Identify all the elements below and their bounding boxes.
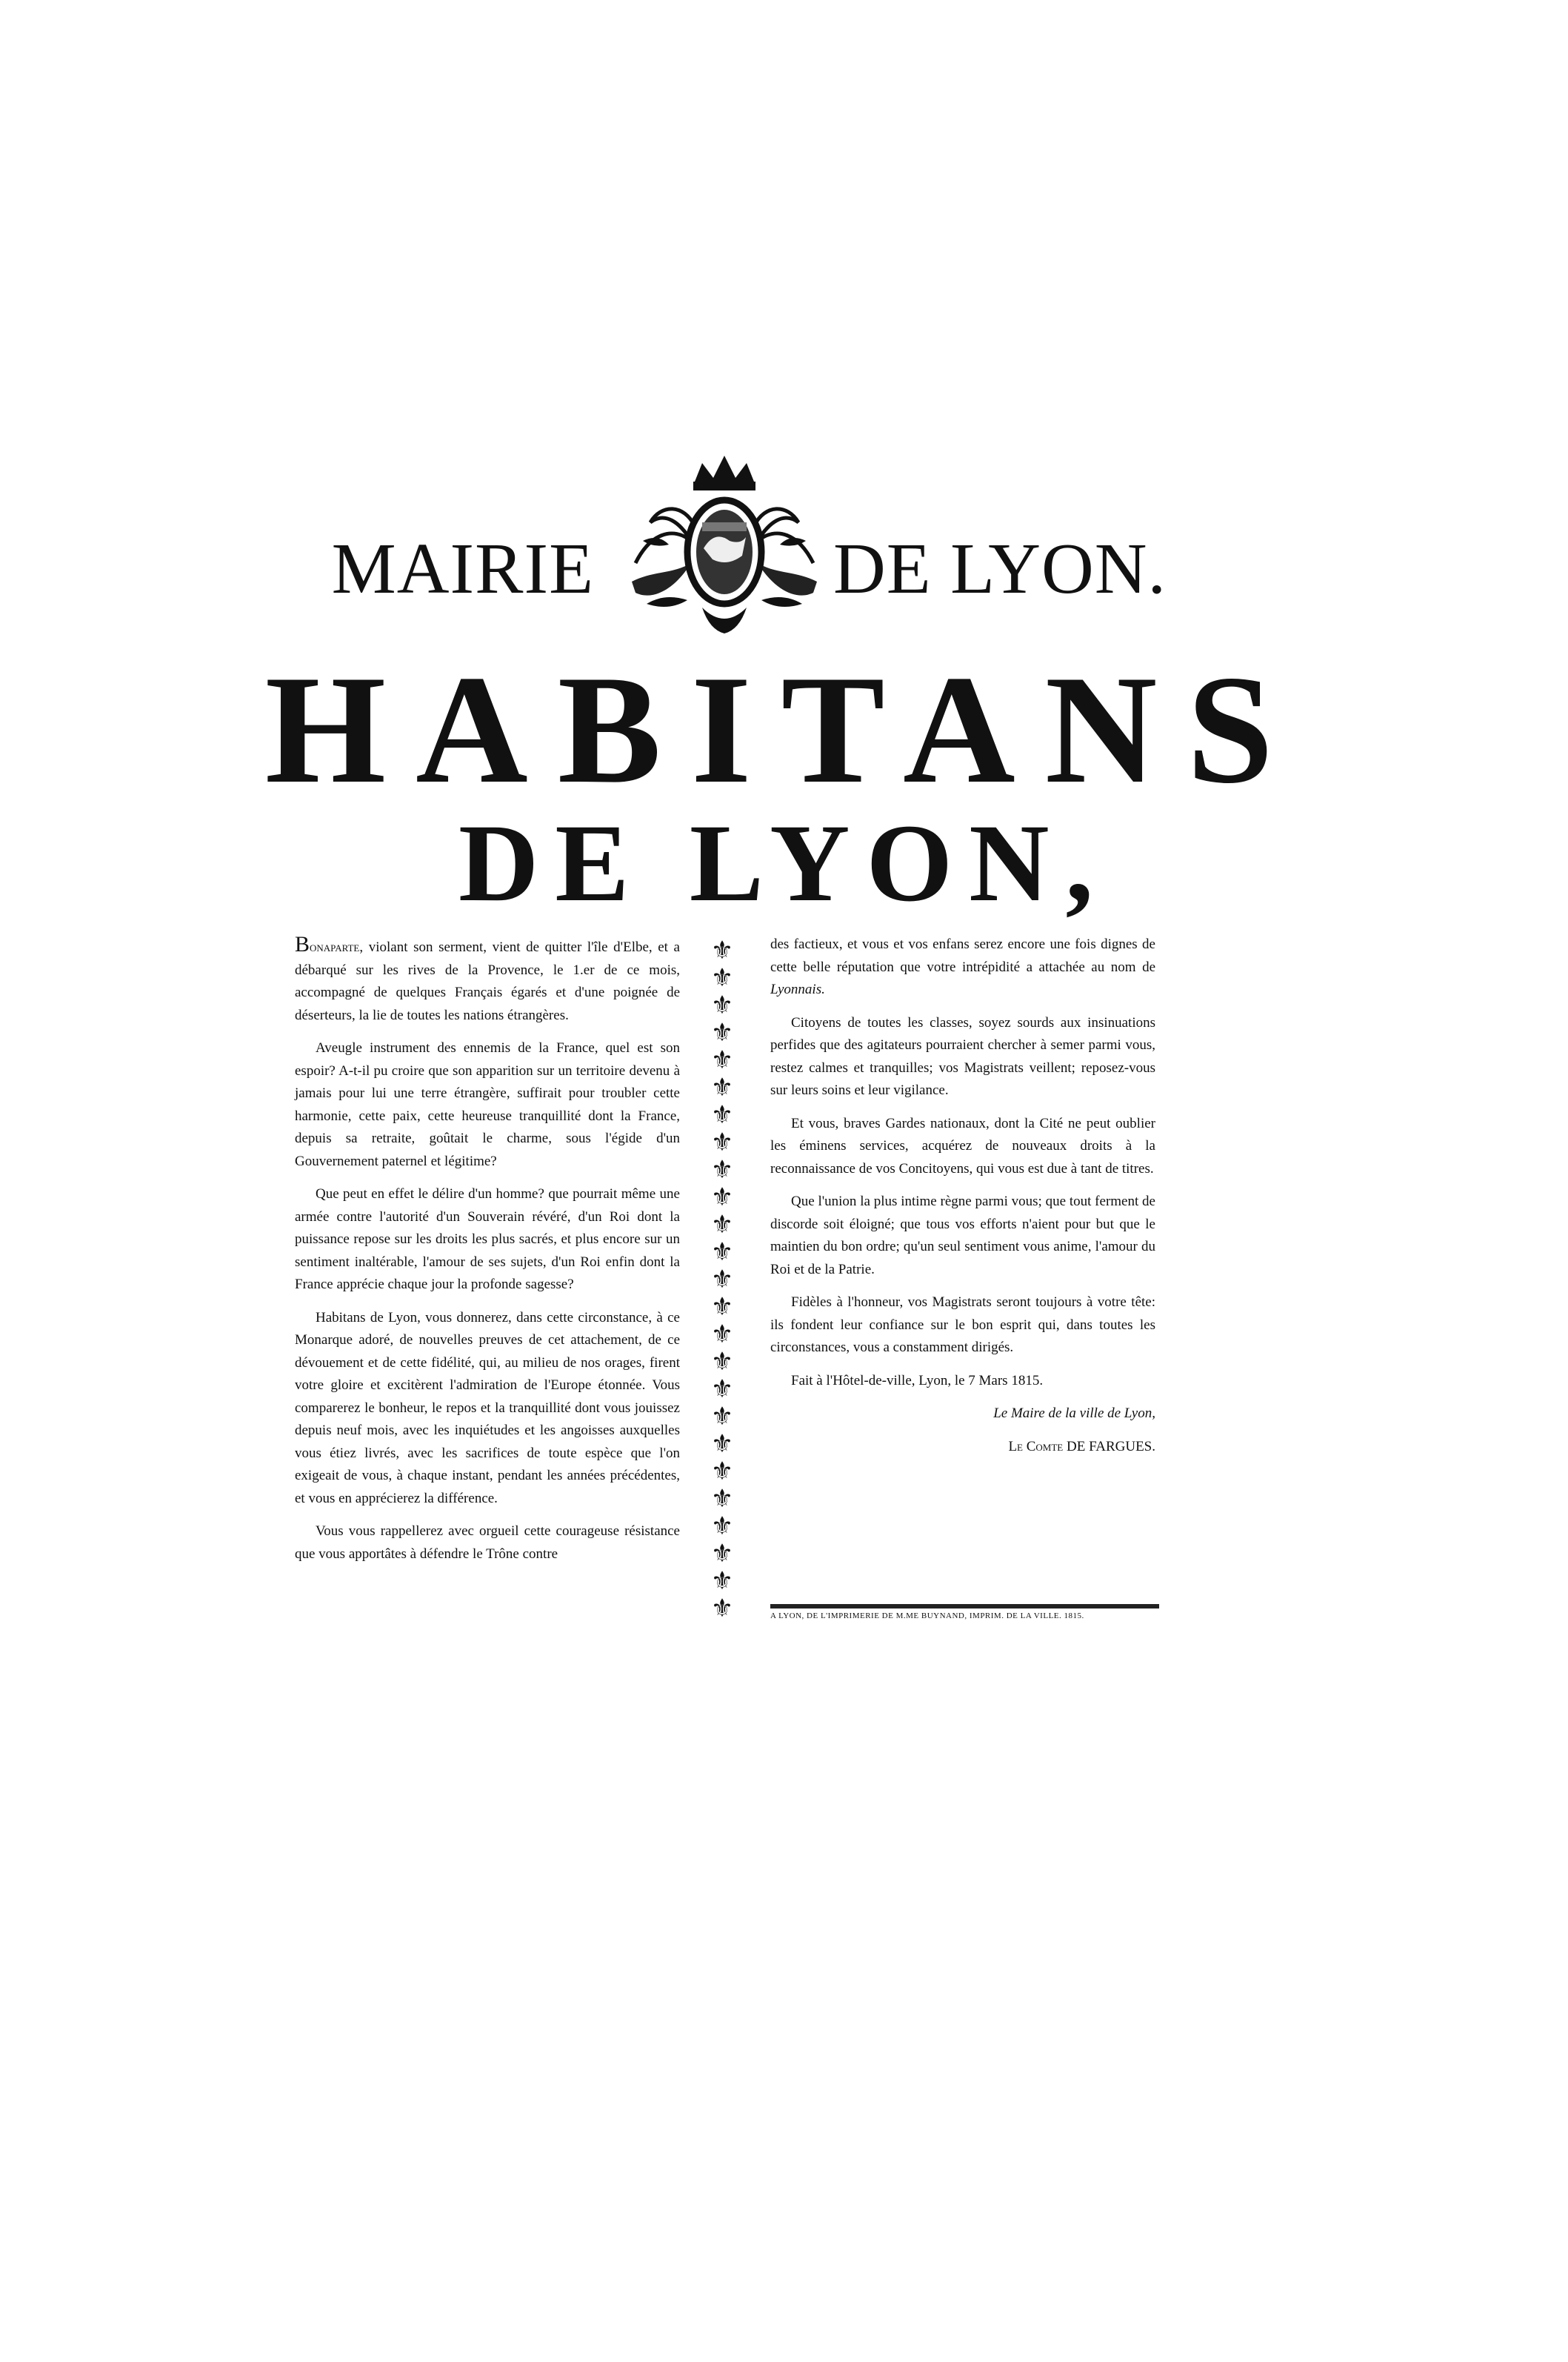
signature-prefix: Le Comte bbox=[1008, 1438, 1064, 1454]
coat-of-arms-seal bbox=[621, 452, 828, 637]
masthead-mairie: MAIRIE bbox=[331, 529, 594, 609]
right-column bbox=[770, 934, 1155, 1468]
fleur-de-lis-icon: ⚜ bbox=[710, 1513, 734, 1540]
fleur-de-lis-icon: ⚜ bbox=[710, 1540, 734, 1568]
signature-surname: DE FARGUES. bbox=[1067, 1438, 1155, 1454]
fleur-de-lis-icon: ⚜ bbox=[710, 1403, 734, 1431]
paragraph-text: , violant son serment, vient de quitter l'île d'Elbe, et a débarqué sur les rives de la Provence, le 1.er de ce mois, accompagné de quelques Français égarés et d'une poignée de déserteurs, la lie de toutes les nations étrangères. bbox=[295, 939, 680, 1023]
fleur-de-lis-icon: ⚜ bbox=[710, 937, 734, 965]
dateline: Fait à l'Hôtel-de-ville, Lyon, le 7 Mars 1815. bbox=[791, 1372, 1044, 1388]
fleur-de-lis-column-divider bbox=[707, 937, 737, 1623]
fleur-de-lis-icon: ⚜ bbox=[710, 1568, 734, 1595]
fleur-de-lis-icon: ⚜ bbox=[710, 1376, 734, 1403]
paragraph-habitans: Habitans de Lyon, vous donnerez, dans cette circonstance, à ce Monarque adoré, de nouvelles preuves de cet attachement, de ce dévouement et de cette fidélité, qui, au milieu de nos orages, firent votre gloire et excitèrent l'admiration de l'Europe étonnée. Vous comparerez le bonheur, le repos et la tranquillité dont vous jouissez depuis neuf mois, avec les inquiétudes et les angoisses auxquelles vous étiez livrés, avec les sacrifices de toute espèce que l'on exigeait de vous, à chaque instant, pendant les années précédentes, et vous en apprécierez la différence. bbox=[295, 1309, 680, 1506]
paragraph-gardes: Et vous, braves Gardes nationaux, dont la Cité ne peut oublier les éminens services, acquérez de nouveaux droits à la reconnaissance de vos Concitoyens, qui vous est due à tant de titres. bbox=[770, 1115, 1155, 1177]
paragraph-citoyens: Citoyens de toutes les classes, soyez sourds aux insinuations perfides que des agitateurs pourraient chercher à semer parmi vous, restez calmes et tranquilles; vos Magistrats veillent; reposez-vous sur leurs soins et leur vigilance. bbox=[770, 1014, 1155, 1098]
fleur-de-lis-icon: ⚜ bbox=[710, 1431, 734, 1458]
printer-imprint bbox=[770, 1604, 1159, 1620]
bonaparte-smallcaps: onaparte bbox=[310, 939, 360, 955]
fleur-de-lis-icon: ⚜ bbox=[710, 1184, 734, 1211]
fleur-de-lis-icon: ⚜ bbox=[710, 1595, 734, 1623]
dropcap: B bbox=[295, 932, 310, 957]
printer-text: A LYON, DE L'IMPRIMERIE DE M.ME BUYNAND, IMPRIM. DE LA VILLE. 1815. bbox=[770, 1611, 1084, 1620]
fleur-de-lis-icon: ⚜ bbox=[710, 1019, 734, 1047]
fleur-de-lis-icon: ⚜ bbox=[710, 992, 734, 1019]
printer-rule bbox=[770, 1604, 1159, 1609]
fleur-de-lis-icon: ⚜ bbox=[710, 1074, 734, 1102]
fleur-de-lis-icon: ⚜ bbox=[710, 1294, 734, 1321]
fleur-de-lis-icon: ⚜ bbox=[710, 1239, 734, 1266]
signature-title: Le Maire de la ville de Lyon, bbox=[993, 1405, 1155, 1421]
paragraph-fideles: Fidèles à l'honneur, vos Magistrats seront toujours à votre tête: ils fondent leur confiance sur le bon esprit qui, dans toutes les circonstances, vous a constamment dirigés. bbox=[770, 1294, 1155, 1355]
paragraph-aveugle: Aveugle instrument des ennemis de la France, quel est son espoir? A-t-il pu croire que son apparition sur un territoire devenu à jamais pour lui une terre étrangère, suffirait pour troubler cette harmonie, cette paix, cette heureuse tranquillité dont la France, depuis sa retraite, goûtait le charme, sous l'égide d'un Gouvernement paternel et légitime? bbox=[295, 1040, 680, 1169]
fleur-de-lis-icon: ⚜ bbox=[710, 965, 734, 992]
signature-name bbox=[770, 1436, 1155, 1459]
fleur-de-lis-icon: ⚜ bbox=[710, 1047, 734, 1074]
paragraph-text: des factieux, et vous et vos enfans serez encore une fois dignes de cette belle réputation que votre intrépidité a attachée au nom de bbox=[770, 937, 1155, 975]
paragraph-delire: Que peut en effet le délire d'un homme? que pourrait même une armée contre l'autorité d'un Souverain révéré, d'un Roi dont la puissance repose sur les droits les plus sacrés, et plus encore sur un sentiment inaltérable, l'amour de ses sujets, d'un Roi enfin dont la France apprécie chaque jour la profonde sagesse? bbox=[295, 1186, 680, 1292]
fleur-de-lis-icon: ⚜ bbox=[710, 1157, 734, 1184]
fleur-de-lis-icon: ⚜ bbox=[710, 1458, 734, 1486]
fleur-de-lis-icon: ⚜ bbox=[710, 1266, 734, 1294]
main-title-de-lyon: DE LYON, bbox=[458, 802, 1110, 925]
fleur-de-lis-icon: ⚜ bbox=[710, 1102, 734, 1129]
paragraph-factieux bbox=[770, 934, 1155, 1002]
paragraph-union: Que l'union la plus intime règne parmi vous; que tout ferment de discorde soit éloigné; que tous vos efforts n'aient pour but que le maintien du bon ordre; qu'un seul sentiment vous anime, l'amour du Roi et de la Patrie. bbox=[770, 1194, 1155, 1277]
paragraph-rappellerez: Vous vous rappellerez avec orgueil cette courageuse résistance que vous apportâtes à défendre le Trône contre bbox=[295, 1523, 680, 1562]
masthead-de-lyon: DE LYON. bbox=[833, 529, 1167, 609]
paragraph-bonaparte bbox=[295, 934, 680, 1027]
fleur-de-lis-icon: ⚜ bbox=[710, 1348, 734, 1376]
fleur-de-lis-icon: ⚜ bbox=[710, 1486, 734, 1513]
lyonnais-italic: Lyonnais. bbox=[770, 982, 825, 997]
fleur-de-lis-icon: ⚜ bbox=[710, 1321, 734, 1348]
fleur-de-lis-icon: ⚜ bbox=[710, 1129, 734, 1157]
left-column bbox=[295, 934, 680, 1576]
main-title-habitans: HABITANS bbox=[264, 644, 1304, 816]
fleur-de-lis-icon: ⚜ bbox=[710, 1211, 734, 1239]
masthead bbox=[0, 519, 1568, 622]
